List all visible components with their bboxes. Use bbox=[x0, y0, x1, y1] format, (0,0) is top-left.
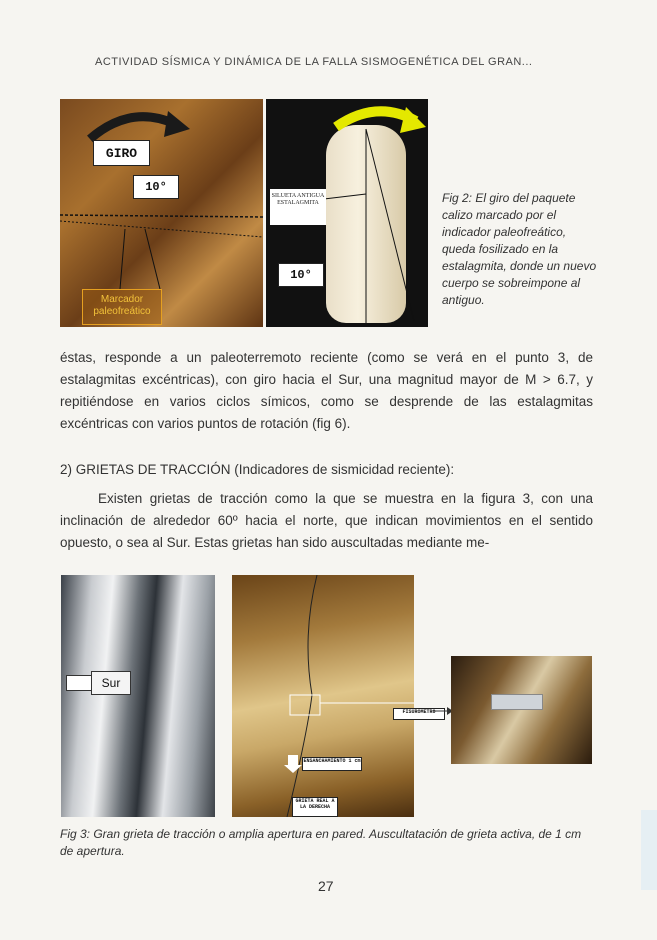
page-number: 27 bbox=[318, 878, 334, 894]
figure3-photo-a bbox=[61, 575, 215, 817]
giro-label: GIRO bbox=[93, 140, 150, 166]
angle-label-right: 10° bbox=[278, 263, 324, 287]
paragraph-1: éstas, responde a un paleoterremoto reciente (como se verá en el punto 3, de estalagmitas excéntricas), con giro hacia el Sur, una magnitud mayor de M > 6.7, y repitiéndose en varios ciclos símicos, como se desprende de las estalagmitas excéntricas con varios puntos de rotación (fig 6). bbox=[60, 350, 593, 431]
figure3-photo-b bbox=[232, 575, 414, 817]
fisurometro-label: FISURÓMETRO bbox=[393, 708, 445, 720]
arrow-right-icon bbox=[66, 675, 94, 691]
page-edge bbox=[641, 810, 657, 890]
fissurometer-device bbox=[491, 694, 543, 710]
angle-label: 10° bbox=[133, 175, 179, 199]
silhouette-label: SILUETA ANTIGUA ESTALAGMITA bbox=[270, 189, 326, 225]
arrow-right-icon bbox=[433, 706, 453, 716]
marker-label: Marcador paleofreático bbox=[82, 289, 162, 325]
figure3-photo-c bbox=[451, 656, 592, 764]
paragraph-2: Existen grietas de tracción como la que se muestra en la figura 3, con una inclinación de alrededor 60º hacia el norte, que indican movimientos en el sentido opuesto, o sea al Sur. Estas grietas han sido auscultadas mediante me- bbox=[60, 491, 593, 550]
sur-label: Sur bbox=[91, 671, 131, 695]
figure2-caption: Fig 2: El giro del paquete calizo marcado por el indicador paleofreático, queda fosilizado en la estalagmita, donde un nuevo cuerpo se sobreimpone al antiguo. bbox=[442, 191, 597, 307]
ensanchamiento-label: ENSANCHAMIENTO 1 cm bbox=[302, 757, 362, 771]
figure2-left-photo bbox=[60, 99, 263, 327]
section-heading: 2) GRIETAS DE TRACCIÓN (Indicadores de sismicidad reciente): bbox=[60, 462, 455, 477]
grieta-label: GRIETA REAL A LA DERECHA bbox=[292, 797, 338, 817]
figure3-caption: Fig 3: Gran grieta de tracción o amplia apertura en pared. Auscultatación de grieta activa, de 1 cm de apertura. bbox=[60, 827, 582, 858]
figure2-right-photo bbox=[266, 99, 428, 327]
running-header: ACTIVIDAD SÍSMICA Y DINÁMICA DE LA FALLA SISMOGENÉTICA DEL GRAN... bbox=[95, 56, 533, 68]
